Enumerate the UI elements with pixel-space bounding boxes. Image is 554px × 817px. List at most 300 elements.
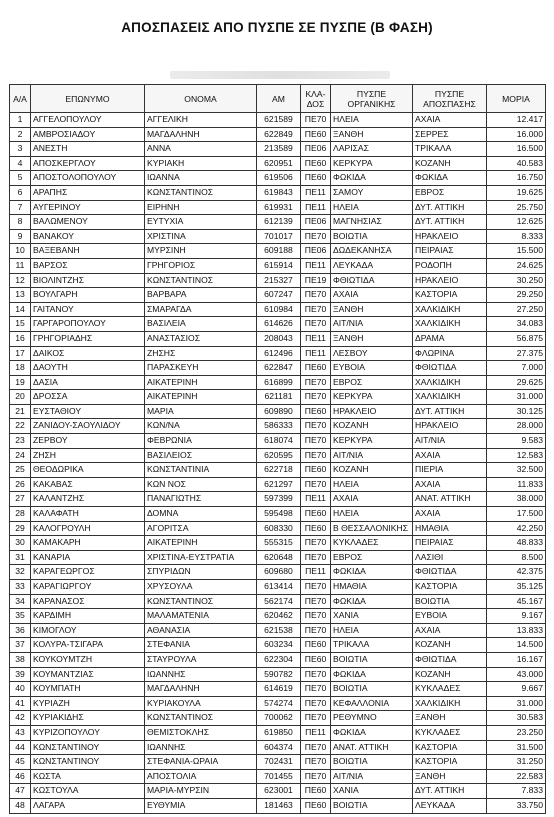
name-cell: ΣΤΑΥΡΟΥΛΑ xyxy=(145,652,257,667)
am-cell: 621181 xyxy=(257,390,301,405)
secondment-pyspe-cell: ΑΙΤ/ΝΙΑ xyxy=(413,434,487,449)
secondment-pyspe-cell: ΧΑΛΚΙΔΙΚΗ xyxy=(413,317,487,332)
name-cell: ΕΥΘΥΜΙΑ xyxy=(145,798,257,813)
klados-cell: ΠΕ60 xyxy=(301,156,331,171)
table-row xyxy=(10,755,546,770)
moria-cell: 7.833 xyxy=(487,784,546,799)
klados-cell: ΠΕ70 xyxy=(301,113,331,128)
surname-cell: ΑΓΓΕΛΟΠΟΥΛΟΥ xyxy=(31,113,145,128)
header-aa: Α/Α xyxy=(10,85,31,113)
organic-pyspe-cell: ΑΧΑΙΑ xyxy=(331,288,413,303)
row-number: 7 xyxy=(10,200,31,215)
surname-cell: ΚΩΣΤΟΥΛΑ xyxy=(31,784,145,799)
table-row xyxy=(10,171,546,186)
surname-cell: ΚΑΛΑΦΑΤΗ xyxy=(31,507,145,522)
secondment-pyspe-cell: ΗΡΑΚΛΕΙΟ xyxy=(413,229,487,244)
am-cell: 607247 xyxy=(257,288,301,303)
row-number: 23 xyxy=(10,434,31,449)
moria-cell: 30.583 xyxy=(487,711,546,726)
organic-pyspe-cell: ΒΟΙΩΤΙΑ xyxy=(331,229,413,244)
secondment-pyspe-cell: ΚΟΖΑΝΗ xyxy=(413,638,487,653)
organic-pyspe-cell: ΚΕΡΚΥΡΑ xyxy=(331,390,413,405)
table-row xyxy=(10,521,546,536)
secondment-pyspe-cell: ΧΑΛΚΙΔΙΚΗ xyxy=(413,696,487,711)
klados-cell: ΠΕ70 xyxy=(301,550,331,565)
name-cell: ΜΑΓΔΑΛΗΝΗ xyxy=(145,127,257,142)
row-number: 4 xyxy=(10,156,31,171)
table-row xyxy=(10,434,546,449)
table-row xyxy=(10,215,546,230)
moria-cell: 27.250 xyxy=(487,302,546,317)
moria-cell: 9.583 xyxy=(487,434,546,449)
organic-pyspe-cell: ΜΑΓΝΗΣΙΑΣ xyxy=(331,215,413,230)
name-cell: ΜΑΡΙΑ-ΜΥΡΣΙΝ xyxy=(145,784,257,799)
table-row xyxy=(10,536,546,551)
name-cell: ΔΟΜΝΑ xyxy=(145,507,257,522)
secondment-pyspe-cell: ΑΧΑΙΑ xyxy=(413,448,487,463)
organic-pyspe-cell: ΗΛΕΙΑ xyxy=(331,623,413,638)
surname-cell: ΒΟΥΛΓΑΡΗ xyxy=(31,288,145,303)
secondment-pyspe-cell: ΚΑΣΤΟΡΙΑ xyxy=(413,580,487,595)
klados-cell: ΠΕ11 xyxy=(301,346,331,361)
name-cell: ΣΜΑΡΑΓΔΑ xyxy=(145,302,257,317)
klados-cell: ΠΕ06 xyxy=(301,142,331,157)
table-row xyxy=(10,594,546,609)
secondment-pyspe-cell: ΠΙΕΡΙΑ xyxy=(413,463,487,478)
moria-cell: 8.500 xyxy=(487,550,546,565)
klados-cell: ΠΕ60 xyxy=(301,463,331,478)
am-cell: 555315 xyxy=(257,536,301,551)
organic-pyspe-cell: ΒΟΙΩΤΙΑ xyxy=(331,652,413,667)
name-cell: ΚΩΝ/ΝΑ xyxy=(145,419,257,434)
moria-cell: 38.000 xyxy=(487,492,546,507)
surname-cell: ΔΑΟΥΤΗ xyxy=(31,361,145,376)
name-cell: ΠΑΝΑΓΙΩΤΗΣ xyxy=(145,492,257,507)
row-number: 41 xyxy=(10,696,31,711)
organic-pyspe-cell: ΑΙΤ/ΝΙΑ xyxy=(331,448,413,463)
organic-pyspe-cell: ΒΟΙΩΤΙΑ xyxy=(331,755,413,770)
am-cell: 597399 xyxy=(257,492,301,507)
header-pyspe-secondment: ΠΥΣΠΕ ΑΠΟΣΠΑΣΗΣ xyxy=(413,85,487,113)
klados-cell: ΠΕ11 xyxy=(301,258,331,273)
row-number: 38 xyxy=(10,652,31,667)
row-number: 32 xyxy=(10,565,31,580)
moria-cell: 15.500 xyxy=(487,244,546,259)
klados-cell: ΠΕ70 xyxy=(301,623,331,638)
name-cell: ΚΩΝ ΝΟΣ xyxy=(145,477,257,492)
klados-cell: ΠΕ60 xyxy=(301,521,331,536)
secondment-pyspe-cell: ΑΧΑΙΑ xyxy=(413,113,487,128)
secondment-pyspe-cell: ΗΡΑΚΛΕΙΟ xyxy=(413,273,487,288)
secondment-pyspe-cell: ΑΧΑΙΑ xyxy=(413,507,487,522)
surname-cell: ΘΕΟΔΩΡΙΚΑ xyxy=(31,463,145,478)
moria-cell: 11.833 xyxy=(487,477,546,492)
row-number: 43 xyxy=(10,725,31,740)
surname-cell: ΒΑΞΕΒΑΝΗ xyxy=(31,244,145,259)
surname-cell: ΖΑΝΙΔΟΥ-ΣΑΟΥΛΙΔΟΥ xyxy=(31,419,145,434)
secondment-pyspe-cell: ΕΥΒΟΙΑ xyxy=(413,609,487,624)
surname-cell: ΚΑΡΑΓΕΩΡΓΟΣ xyxy=(31,565,145,580)
row-number: 25 xyxy=(10,463,31,478)
secondment-pyspe-cell: ΑΝΑΤ. ΑΤΤΙΚΗ xyxy=(413,492,487,507)
table-row xyxy=(10,638,546,653)
name-cell: ΣΤΕΦΑΝΙΑ xyxy=(145,638,257,653)
table-row xyxy=(10,696,546,711)
moria-cell: 27.375 xyxy=(487,346,546,361)
moria-cell: 31.000 xyxy=(487,696,546,711)
surname-cell: ΚΑΜΑΚΑΡΗ xyxy=(31,536,145,551)
organic-pyspe-cell: ΛΕΥΚΑΔΑ xyxy=(331,258,413,273)
table-row xyxy=(10,711,546,726)
table-row xyxy=(10,390,546,405)
organic-pyspe-cell: ΚΥΚΛΑΔΕΣ xyxy=(331,536,413,551)
table-row xyxy=(10,507,546,522)
name-cell: ΙΩΑΝΝΑ xyxy=(145,171,257,186)
organic-pyspe-cell: ΚΕΡΚΥΡΑ xyxy=(331,156,413,171)
table-body xyxy=(10,113,546,814)
name-cell: ΣΤΕΦΑΝΙΑ-ΩΡΑΙΑ xyxy=(145,755,257,770)
table-row xyxy=(10,142,546,157)
name-cell: ΚΥΡΙΑΚΟΥΛΑ xyxy=(145,696,257,711)
organic-pyspe-cell: ΕΒΡΟΣ xyxy=(331,550,413,565)
table-row xyxy=(10,200,546,215)
klados-cell: ΠΕ70 xyxy=(301,711,331,726)
secondment-pyspe-cell: ΗΜΑΘΙΑ xyxy=(413,521,487,536)
table-row xyxy=(10,229,546,244)
organic-pyspe-cell: ΔΩΔΕΚΑΝΗΣΑ xyxy=(331,244,413,259)
organic-pyspe-cell: ΡΕΘΥΜΝΟ xyxy=(331,711,413,726)
secondment-pyspe-cell: ΔΡΑΜΑ xyxy=(413,331,487,346)
table-row xyxy=(10,288,546,303)
organic-pyspe-cell: ΛΕΣΒΟΥ xyxy=(331,346,413,361)
table-row xyxy=(10,361,546,376)
secondment-pyspe-cell: ΛΕΥΚΑΔΑ xyxy=(413,798,487,813)
table-row xyxy=(10,623,546,638)
moria-cell: 32.500 xyxy=(487,463,546,478)
surname-cell: ΓΑΙΤΑΝΟΥ xyxy=(31,302,145,317)
organic-pyspe-cell: ΕΥΒΟΙΑ xyxy=(331,361,413,376)
row-number: 30 xyxy=(10,536,31,551)
table-row xyxy=(10,127,546,142)
moria-cell: 22.583 xyxy=(487,769,546,784)
am-cell: 603234 xyxy=(257,638,301,653)
secondment-pyspe-cell: ΧΑΛΚΙΔΙΚΗ xyxy=(413,375,487,390)
klados-cell: ΠΕ70 xyxy=(301,390,331,405)
klados-cell: ΠΕ11 xyxy=(301,185,331,200)
name-cell: ΠΑΡΑΣΚΕΥΗ xyxy=(145,361,257,376)
surname-cell: ΚΙΜΟΓΛΟΥ xyxy=(31,623,145,638)
row-number: 27 xyxy=(10,492,31,507)
name-cell: ΘΕΜΙΣΤΟΚΛΗΣ xyxy=(145,725,257,740)
row-number: 15 xyxy=(10,317,31,332)
name-cell: ΑΠΟΣΤΟΛΙΑ xyxy=(145,769,257,784)
name-cell: ΚΩΝΣΤΑΝΤΙΝΟΣ xyxy=(145,594,257,609)
organic-pyspe-cell: ΑΙΤ/ΝΙΑ xyxy=(331,769,413,784)
klados-cell: ΠΕ60 xyxy=(301,798,331,813)
surname-cell: ΔΑΙΚΟΣ xyxy=(31,346,145,361)
secondment-pyspe-cell: ΦΩΚΙΔΑ xyxy=(413,171,487,186)
secondment-pyspe-cell: ΞΑΝΘΗ xyxy=(413,769,487,784)
klados-cell: ΠΕ70 xyxy=(301,667,331,682)
surname-cell: ΓΡΗΓΟΡΙΑΔΗΣ xyxy=(31,331,145,346)
name-cell: ΜΑΛΑΜΑΤΕΝΙΑ xyxy=(145,609,257,624)
organic-pyspe-cell: ΒΟΙΩΤΙΑ xyxy=(331,682,413,697)
moria-cell: 28.000 xyxy=(487,419,546,434)
header-pyspe-organic: ΠΥΣΠΕ ΟΡΓΑΝΙΚΗΣ xyxy=(331,85,413,113)
am-cell: 615914 xyxy=(257,258,301,273)
moria-cell: 29.625 xyxy=(487,375,546,390)
moria-cell: 30.125 xyxy=(487,404,546,419)
surname-cell: ΛΑΓΑΡΑ xyxy=(31,798,145,813)
name-cell: ΜΑΓΔΑΛΗΝΗ xyxy=(145,682,257,697)
secondment-pyspe-cell: ΦΘΙΩΤΙΔΑ xyxy=(413,652,487,667)
secondment-pyspe-cell: ΚΑΣΤΟΡΙΑ xyxy=(413,755,487,770)
row-number: 19 xyxy=(10,375,31,390)
table-row xyxy=(10,682,546,697)
organic-pyspe-cell: ΦΩΚΙΔΑ xyxy=(331,667,413,682)
klados-cell: ΠΕ19 xyxy=(301,273,331,288)
moria-cell: 12.583 xyxy=(487,448,546,463)
name-cell: ΚΩΝΣΤΑΝΤΙΝΟΣ xyxy=(145,273,257,288)
am-cell: 562174 xyxy=(257,594,301,609)
table-row xyxy=(10,550,546,565)
name-cell: ΙΩΑΝΝΗΣ xyxy=(145,740,257,755)
table-row xyxy=(10,346,546,361)
moria-cell: 29.250 xyxy=(487,288,546,303)
moria-cell: 8.333 xyxy=(487,229,546,244)
name-cell: ΑΓΓΕΛΙΚΗ xyxy=(145,113,257,128)
moria-cell: 12.625 xyxy=(487,215,546,230)
name-cell: ΚΩΝΣΤΑΝΤΙΝΟΣ xyxy=(145,711,257,726)
secondment-pyspe-cell: ΑΧΑΙΑ xyxy=(413,477,487,492)
surname-cell: ΚΟΥΚΟΥΜΤΖΗ xyxy=(31,652,145,667)
secondment-pyspe-cell: ΠΕΙΡΑΙΑΣ xyxy=(413,536,487,551)
secondment-pyspe-cell: ΡΟΔΟΠΗ xyxy=(413,258,487,273)
header-moria: ΜΟΡΙΑ xyxy=(487,85,546,113)
secondment-pyspe-cell: ΤΡΙΚΑΛΑ xyxy=(413,142,487,157)
surname-cell: ΒΑΝΑΚΟΥ xyxy=(31,229,145,244)
secondment-pyspe-cell: ΦΛΩΡΙΝΑ xyxy=(413,346,487,361)
moria-cell: 16.750 xyxy=(487,171,546,186)
secondment-pyspe-cell: ΦΘΙΩΤΙΔΑ xyxy=(413,361,487,376)
row-number: 33 xyxy=(10,580,31,595)
header-klados: ΚΛΑ-ΔΟΣ xyxy=(301,85,331,113)
name-cell: ΜΑΡΙΑ xyxy=(145,404,257,419)
secondment-pyspe-cell: ΔΥΤ. ΑΤΤΙΚΗ xyxy=(413,215,487,230)
secondment-pyspe-cell: ΚΑΣΤΟΡΙΑ xyxy=(413,288,487,303)
klados-cell: ΠΕ70 xyxy=(301,682,331,697)
klados-cell: ΠΕ70 xyxy=(301,419,331,434)
organic-pyspe-cell: ΑΙΤ/ΝΙΑ xyxy=(331,317,413,332)
surname-cell: ΒΙΟΛΙΝΤΖΗΣ xyxy=(31,273,145,288)
header-am: ΑΜ xyxy=(257,85,301,113)
moria-cell: 31.500 xyxy=(487,740,546,755)
surname-cell: ΖΕΡΒΟΥ xyxy=(31,434,145,449)
row-number: 11 xyxy=(10,258,31,273)
secondment-pyspe-cell: ΧΑΛΚΙΔΙΚΗ xyxy=(413,390,487,405)
surname-cell: ΑΜΒΡΟΣΙΑΔΟΥ xyxy=(31,127,145,142)
row-number: 40 xyxy=(10,682,31,697)
secondment-pyspe-cell: ΚΥΚΛΑΔΕΣ xyxy=(413,725,487,740)
name-cell: ΕΥΤΥΧΙΑ xyxy=(145,215,257,230)
moria-cell: 16.167 xyxy=(487,652,546,667)
organic-pyspe-cell: ΗΜΑΘΙΑ xyxy=(331,580,413,595)
table-row xyxy=(10,185,546,200)
am-cell: 621297 xyxy=(257,477,301,492)
moria-cell: 9.167 xyxy=(487,609,546,624)
surname-cell: ΚΑΡΑΝΑΣΟΣ xyxy=(31,594,145,609)
name-cell: ΚΩΝΣΤΑΝΤΙΝΙΑ xyxy=(145,463,257,478)
row-number: 1 xyxy=(10,113,31,128)
klados-cell: ΠΕ70 xyxy=(301,477,331,492)
row-number: 18 xyxy=(10,361,31,376)
surname-cell: ΑΠΟΣΤΟΛΟΠΟΥΛΟΥ xyxy=(31,171,145,186)
surname-cell: ΖΗΣΗ xyxy=(31,448,145,463)
name-cell: ΓΡΗΓΟΡΙΟΣ xyxy=(145,258,257,273)
am-cell: 622718 xyxy=(257,463,301,478)
surname-cell: ΚΑΡΔΙΜΗ xyxy=(31,609,145,624)
table-row xyxy=(10,331,546,346)
table-row xyxy=(10,113,546,128)
am-cell: 619506 xyxy=(257,171,301,186)
am-cell: 620462 xyxy=(257,609,301,624)
secondment-pyspe-cell: ΒΟΙΩΤΙΑ xyxy=(413,594,487,609)
klados-cell: ΠΕ60 xyxy=(301,638,331,653)
surname-cell: ΑΥΓΕΡΙΝΟΥ xyxy=(31,200,145,215)
moria-cell: 40.583 xyxy=(487,156,546,171)
am-cell: 614626 xyxy=(257,317,301,332)
surname-cell: ΒΑΡΣΟΣ xyxy=(31,258,145,273)
am-cell: 609890 xyxy=(257,404,301,419)
secondment-pyspe-cell: ΣΕΡΡΕΣ xyxy=(413,127,487,142)
row-number: 47 xyxy=(10,784,31,799)
klados-cell: ΠΕ60 xyxy=(301,171,331,186)
page-title: ΑΠΟΣΠΑΣΕΙΣ ΑΠΟ ΠΥΣΠΕ ΣΕ ΠΥΣΠΕ (Β ΦΑΣΗ) xyxy=(121,20,433,35)
organic-pyspe-cell: ΑΧΑΙΑ xyxy=(331,492,413,507)
am-cell: 609188 xyxy=(257,244,301,259)
am-cell: 613414 xyxy=(257,580,301,595)
organic-pyspe-cell: ΦΩΚΙΔΑ xyxy=(331,594,413,609)
table-row xyxy=(10,375,546,390)
row-number: 26 xyxy=(10,477,31,492)
row-number: 36 xyxy=(10,623,31,638)
moria-cell: 17.500 xyxy=(487,507,546,522)
organic-pyspe-cell: ΚΕΡΚΥΡΑ xyxy=(331,434,413,449)
organic-pyspe-cell: ΦΘΙΩΤΙΔΑ xyxy=(331,273,413,288)
row-number: 2 xyxy=(10,127,31,142)
table-row xyxy=(10,565,546,580)
am-cell: 622849 xyxy=(257,127,301,142)
row-number: 5 xyxy=(10,171,31,186)
organic-pyspe-cell: ΦΩΚΙΔΑ xyxy=(331,565,413,580)
klados-cell: ΠΕ70 xyxy=(301,448,331,463)
name-cell: ΑΝΝΑ xyxy=(145,142,257,157)
klados-cell: ΠΕ11 xyxy=(301,200,331,215)
am-cell: 215327 xyxy=(257,273,301,288)
organic-pyspe-cell: ΚΕΦΑΛΛΟΝΙΑ xyxy=(331,696,413,711)
secondment-pyspe-cell: ΔΥΤ. ΑΤΤΙΚΗ xyxy=(413,784,487,799)
surname-cell: ΑΝΕΣΤΗ xyxy=(31,142,145,157)
surname-cell: ΑΡΑΠΗΣ xyxy=(31,185,145,200)
row-number: 37 xyxy=(10,638,31,653)
moria-cell: 31.250 xyxy=(487,755,546,770)
am-cell: 700062 xyxy=(257,711,301,726)
secondment-pyspe-cell: ΚΟΖΑΝΗ xyxy=(413,156,487,171)
row-number: 17 xyxy=(10,346,31,361)
klados-cell: ΠΕ70 xyxy=(301,434,331,449)
moria-cell: 56.875 xyxy=(487,331,546,346)
klados-cell: ΠΕ06 xyxy=(301,244,331,259)
am-cell: 620648 xyxy=(257,550,301,565)
am-cell: 604374 xyxy=(257,740,301,755)
klados-cell: ΠΕ60 xyxy=(301,784,331,799)
table-row xyxy=(10,652,546,667)
name-cell: ΖΗΣΗΣ xyxy=(145,346,257,361)
secondment-pyspe-cell: ΞΑΝΘΗ xyxy=(413,711,487,726)
klados-cell: ΠΕ60 xyxy=(301,652,331,667)
surname-cell: ΚΟΥΜΑΝΤΖΙΑΣ xyxy=(31,667,145,682)
am-cell: 616899 xyxy=(257,375,301,390)
name-cell: ΑΙΚΑΤΕΡΙΝΗ xyxy=(145,536,257,551)
surname-cell: ΚΑΛΑΝΤΖΗΣ xyxy=(31,492,145,507)
moria-cell: 48.833 xyxy=(487,536,546,551)
table-row xyxy=(10,317,546,332)
header-row xyxy=(10,85,546,113)
moria-cell: 35.125 xyxy=(487,580,546,595)
am-cell: 619931 xyxy=(257,200,301,215)
row-number: 31 xyxy=(10,550,31,565)
moria-cell: 31.000 xyxy=(487,390,546,405)
moria-cell: 30.250 xyxy=(487,273,546,288)
am-cell: 701017 xyxy=(257,229,301,244)
klados-cell: ΠΕ60 xyxy=(301,127,331,142)
surname-cell: ΚΟΥΜΠΑΤΗ xyxy=(31,682,145,697)
surname-cell: ΚΩΝΣΤΑΝΤΙΝΟΥ xyxy=(31,740,145,755)
moria-cell: 42.375 xyxy=(487,565,546,580)
am-cell: 614619 xyxy=(257,682,301,697)
surname-cell: ΒΑΛΩΜΕΝΟΥ xyxy=(31,215,145,230)
moria-cell: 13.833 xyxy=(487,623,546,638)
moria-cell: 45.167 xyxy=(487,594,546,609)
moria-cell: 16.500 xyxy=(487,142,546,157)
moria-cell: 14.500 xyxy=(487,638,546,653)
moria-cell: 12.417 xyxy=(487,113,546,128)
table-row xyxy=(10,273,546,288)
organic-pyspe-cell: ΗΛΕΙΑ xyxy=(331,507,413,522)
secondment-pyspe-cell: ΗΡΑΚΛΕΙΟ xyxy=(413,419,487,434)
klados-cell: ΠΕ60 xyxy=(301,404,331,419)
secondment-pyspe-cell: ΦΘΙΩΤΙΔΑ xyxy=(413,565,487,580)
name-cell: ΑΙΚΑΤΕΡΙΝΗ xyxy=(145,390,257,405)
row-number: 20 xyxy=(10,390,31,405)
row-number: 29 xyxy=(10,521,31,536)
header-surname: ΕΠΩΝΥΜΟ xyxy=(31,85,145,113)
klados-cell: ΠΕ60 xyxy=(301,361,331,376)
klados-cell: ΠΕ70 xyxy=(301,740,331,755)
name-cell: ΑΘΑΝΑΣΙΑ xyxy=(145,623,257,638)
organic-pyspe-cell: ΗΛΕΙΑ xyxy=(331,113,413,128)
am-cell: 181463 xyxy=(257,798,301,813)
moria-cell: 19.625 xyxy=(487,185,546,200)
table-row xyxy=(10,463,546,478)
row-number: 35 xyxy=(10,609,31,624)
am-cell: 623001 xyxy=(257,784,301,799)
am-cell: 609680 xyxy=(257,565,301,580)
am-cell: 208043 xyxy=(257,331,301,346)
table-row xyxy=(10,667,546,682)
moria-cell: 24.625 xyxy=(487,258,546,273)
secondment-pyspe-cell: ΧΑΛΚΙΔΙΚΗ xyxy=(413,302,487,317)
